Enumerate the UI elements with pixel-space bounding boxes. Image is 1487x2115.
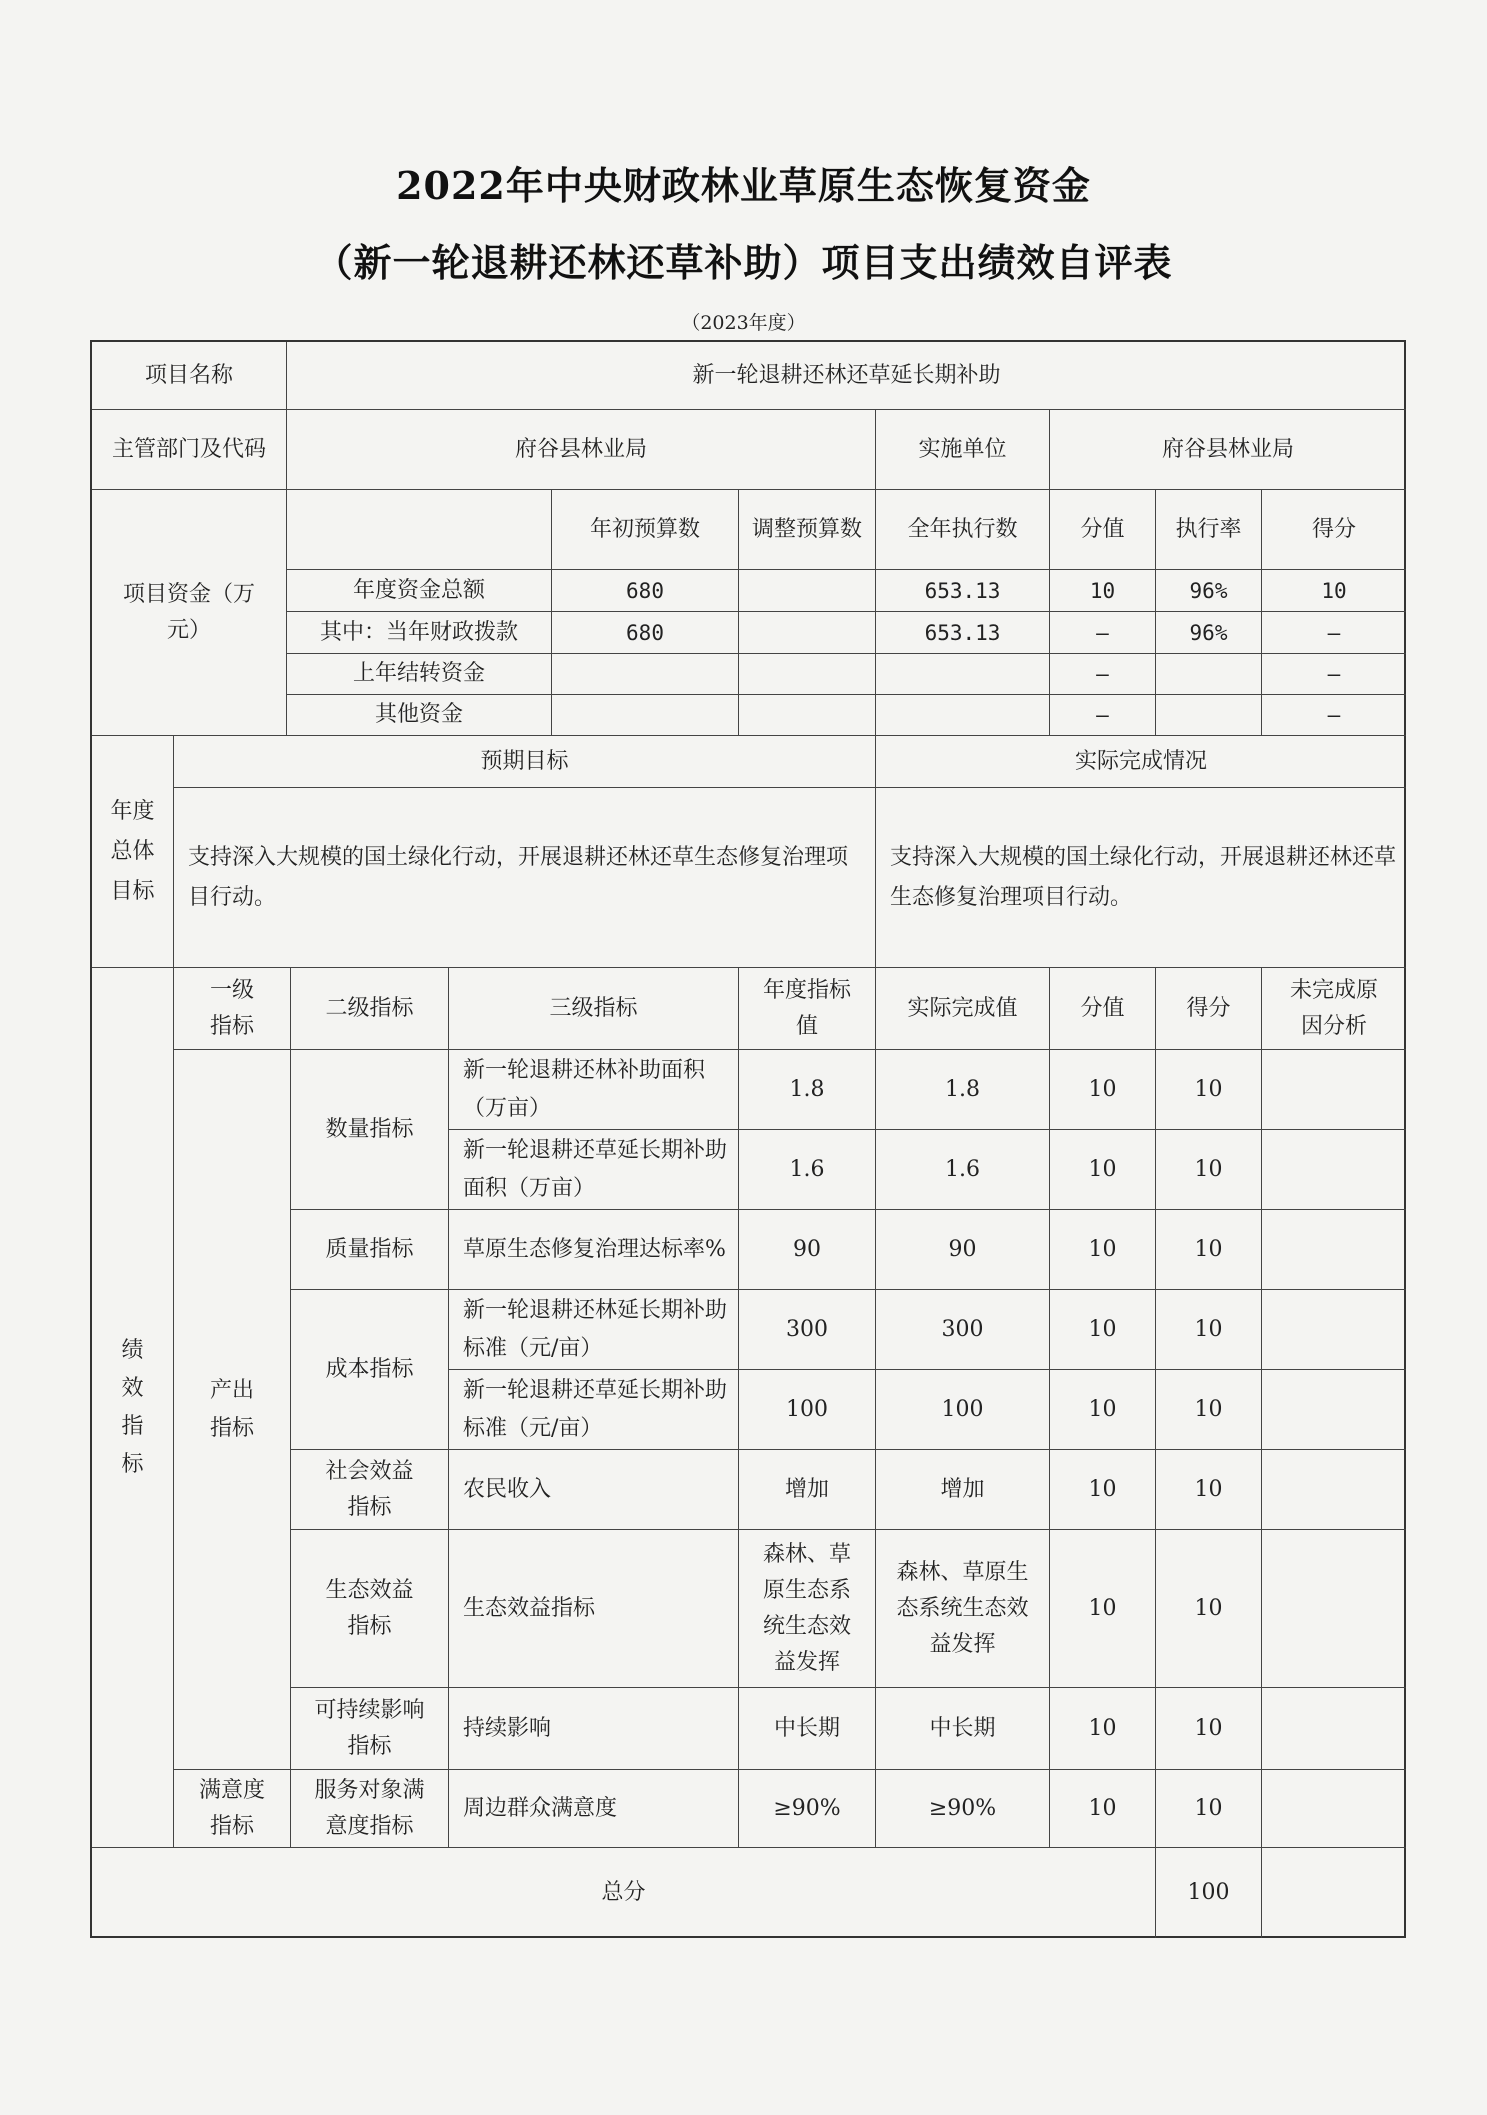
perf-header-l2: 二级指标 [291,968,449,1050]
score: 10 [1156,1530,1262,1688]
perf-header-l3: 三级指标 [449,968,739,1050]
reason [1262,1290,1406,1370]
fund-adj [739,695,876,736]
level1-output: 产出指标 [174,1050,291,1770]
target-value: ≥90% [739,1770,876,1848]
l3-indicator: 草原生态修复治理达标率% [449,1210,739,1290]
actual-value: 森林、草原生态系统生态效益发挥 [876,1530,1050,1688]
reason [1262,1370,1406,1450]
goal-expected-header: 预期目标 [174,736,876,788]
actual-value: 100 [876,1370,1050,1450]
fund-score-val: — [1050,695,1156,736]
fund-rate: 96% [1156,570,1262,612]
goal-expected-text: 支持深入大规模的国土绿化行动，开展退耕还林还草生态修复治理项目行动。 [174,788,876,968]
perf-header-reason: 未完成原因分析 [1262,968,1406,1050]
score: 10 [1156,1130,1262,1210]
funds-header-init: 年初预算数 [552,490,739,570]
actual-value: 300 [876,1290,1050,1370]
title-line-1: 2022年中央财政林业草原生态恢复资金 [396,163,1091,208]
score: 10 [1156,1450,1262,1530]
funds-header-scoreval: 分值 [1050,490,1156,570]
score-val: 10 [1050,1050,1156,1130]
fund-exec [876,695,1050,736]
score-val: 10 [1050,1688,1156,1770]
funds-header-rate: 执行率 [1156,490,1262,570]
fund-init [552,654,739,695]
fund-score-val: — [1050,654,1156,695]
score: 10 [1156,1210,1262,1290]
funds-header-exec: 全年执行数 [876,490,1050,570]
l3-indicator: 新一轮退耕还林延长期补助标准（元/亩） [449,1290,739,1370]
impl-label: 实施单位 [876,410,1050,490]
total-value: 100 [1156,1848,1262,1938]
group-quantity: 数量指标 [291,1050,449,1210]
reason [1262,1770,1406,1848]
score: 10 [1156,1688,1262,1770]
total-blank [1262,1848,1406,1938]
fund-exec [876,654,1050,695]
dept-value: 府谷县林业局 [287,410,876,490]
group-sustain: 可持续影响指标 [291,1688,449,1770]
funds-header-blank [287,490,552,570]
fund-adj [739,612,876,654]
score-val: 10 [1050,1130,1156,1210]
target-value: 增加 [739,1450,876,1530]
target-value: 1.8 [739,1050,876,1130]
project-name-label: 项目名称 [92,342,287,410]
score-val: 10 [1050,1290,1156,1370]
fund-score: — [1262,612,1406,654]
group-quality: 质量指标 [291,1210,449,1290]
score-val: 10 [1050,1530,1156,1688]
actual-value: 90 [876,1210,1050,1290]
fund-name: 年度资金总额 [287,570,552,612]
target-value: 森林、草原生态系统生态效益发挥 [739,1530,876,1688]
funds-header-score: 得分 [1262,490,1406,570]
actual-value: 1.8 [876,1050,1050,1130]
l3-indicator: 生态效益指标 [449,1530,739,1688]
goal-actual-text: 支持深入大规模的国土绿化行动，开展退耕还林还草生态修复治理项目行动。 [876,788,1406,968]
score: 10 [1156,1770,1262,1848]
group-eco: 生态效益指标 [291,1530,449,1688]
score: 10 [1156,1370,1262,1450]
actual-value: 1.6 [876,1130,1050,1210]
fund-name: 其他资金 [287,695,552,736]
score-val: 10 [1050,1450,1156,1530]
fund-exec: 653.13 [876,570,1050,612]
perf-header-score: 得分 [1156,968,1262,1050]
project-name-value: 新一轮退耕还林还草延长期补助 [287,342,1406,410]
fund-rate: 96% [1156,612,1262,654]
reason [1262,1130,1406,1210]
fund-adj [739,570,876,612]
reason [1262,1210,1406,1290]
goal-label: 年度总体目标 [92,736,174,968]
dept-label: 主管部门及代码 [92,410,287,490]
l3-indicator: 新一轮退耕还林补助面积（万亩） [449,1050,739,1130]
actual-value: ≥90% [876,1770,1050,1848]
fund-score: — [1262,654,1406,695]
fund-name: 其中：当年财政拨款 [287,612,552,654]
actual-value: 增加 [876,1450,1050,1530]
l3-indicator: 新一轮退耕还草延长期补助标准（元/亩） [449,1370,739,1450]
target-value: 90 [739,1210,876,1290]
level1-satisfaction: 满意度指标 [174,1770,291,1848]
goal-actual-header: 实际完成情况 [876,736,1406,788]
score-val: 10 [1050,1770,1156,1848]
fund-score-val: — [1050,612,1156,654]
year-note: （2023年度） [681,312,806,334]
fund-init: 680 [552,570,739,612]
fund-rate [1156,654,1262,695]
evaluation-table [90,340,1406,1938]
group-cost: 成本指标 [291,1290,449,1450]
reason [1262,1530,1406,1688]
perf-header-target: 年度指标值 [739,968,876,1050]
l3-indicator: 新一轮退耕还草延长期补助面积（万亩） [449,1130,739,1210]
target-value: 300 [739,1290,876,1370]
reason [1262,1450,1406,1530]
fund-exec: 653.13 [876,612,1050,654]
perf-header-actual: 实际完成值 [876,968,1050,1050]
perf-header-l1: 一级指标 [174,968,291,1050]
fund-score-val: 10 [1050,570,1156,612]
l3-indicator: 农民收入 [449,1450,739,1530]
funds-label: 项目资金（万元） [92,490,287,736]
target-value: 100 [739,1370,876,1450]
reason [1262,1050,1406,1130]
group-service: 服务对象满意度指标 [291,1770,449,1848]
title-line-2: （新一轮退耕还林还草补助）项目支出绩效自评表 [314,240,1173,285]
perf-header-scoreval: 分值 [1050,968,1156,1050]
fund-score: 10 [1262,570,1406,612]
target-value: 中长期 [739,1688,876,1770]
score-val: 10 [1050,1210,1156,1290]
l3-indicator: 周边群众满意度 [449,1770,739,1848]
score: 10 [1156,1290,1262,1370]
fund-score: — [1262,695,1406,736]
group-social: 社会效益指标 [291,1450,449,1530]
fund-name: 上年结转资金 [287,654,552,695]
l3-indicator: 持续影响 [449,1688,739,1770]
reason [1262,1688,1406,1770]
fund-init [552,695,739,736]
perf-label: 绩效指标 [92,968,174,1848]
funds-header-adj: 调整预算数 [739,490,876,570]
actual-value: 中长期 [876,1688,1050,1770]
total-label: 总分 [92,1848,1156,1938]
fund-init: 680 [552,612,739,654]
fund-rate [1156,695,1262,736]
fund-adj [739,654,876,695]
score: 10 [1156,1050,1262,1130]
score-val: 10 [1050,1370,1156,1450]
impl-value: 府谷县林业局 [1050,410,1406,490]
target-value: 1.6 [739,1130,876,1210]
